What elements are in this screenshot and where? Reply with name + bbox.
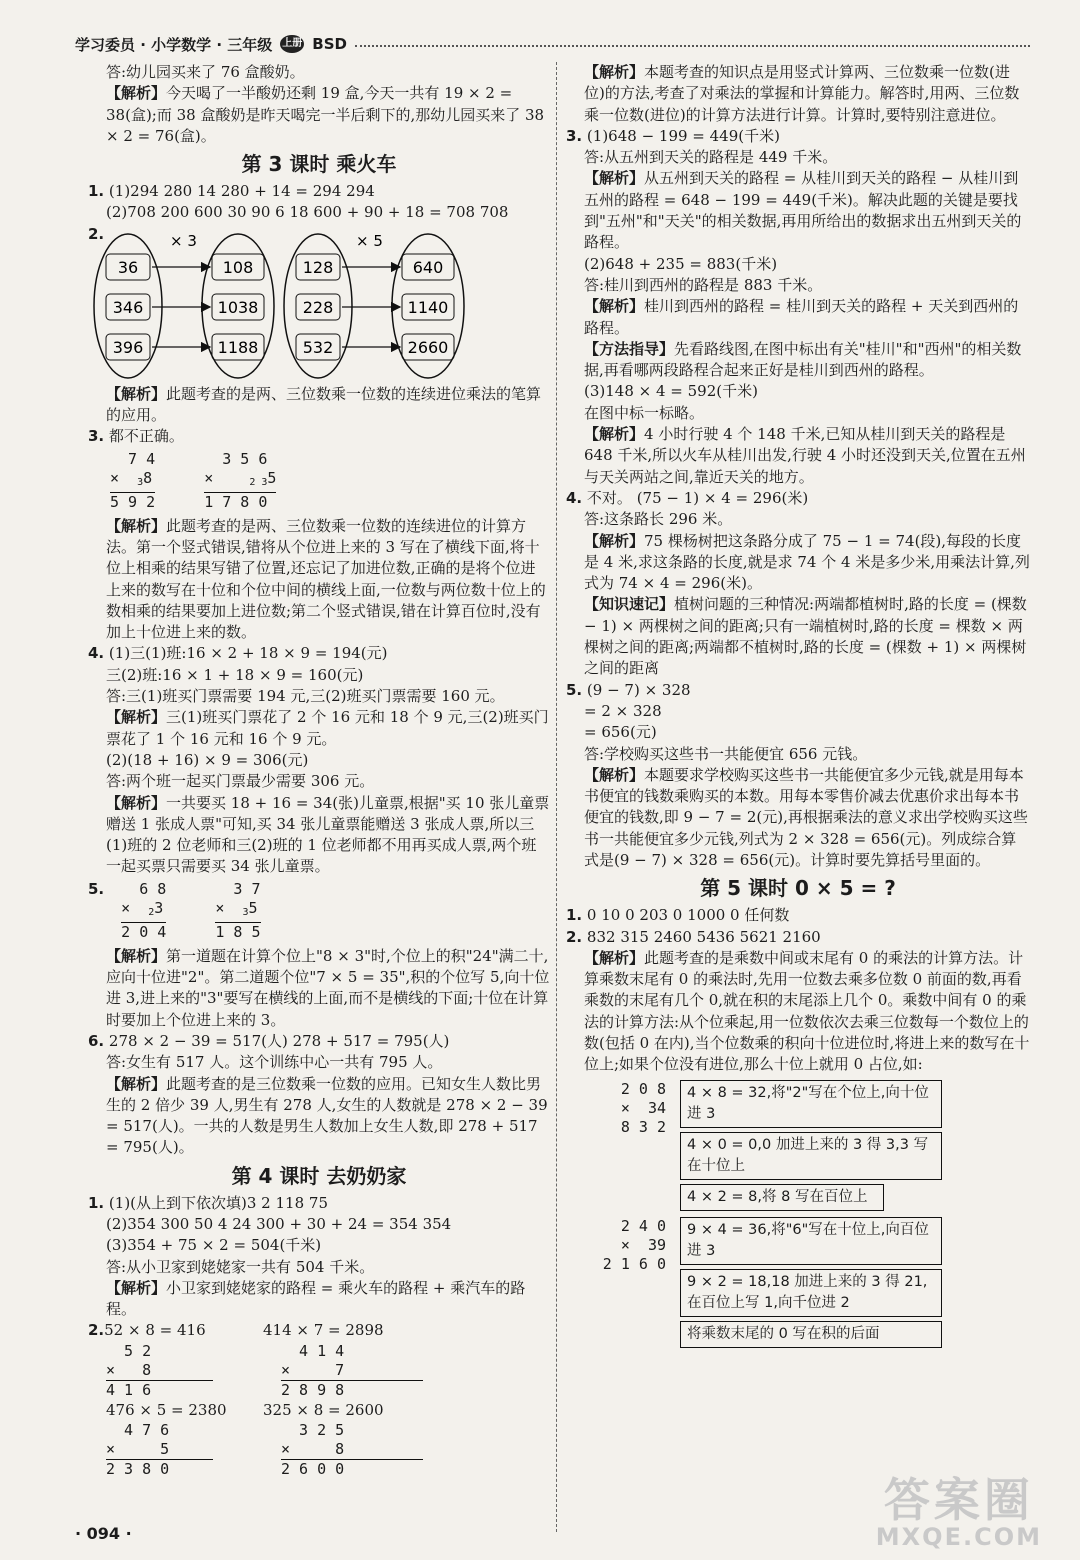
calc-result: 1 7 8 0	[204, 492, 276, 512]
question-number: 5.	[88, 879, 105, 898]
r-q3	[566, 126, 1030, 147]
r-q3-line2: 答:从五州到天关的路程是 449 千米。	[584, 148, 838, 167]
left-multiplier: × 3	[170, 231, 197, 250]
l3-q4-line3: 答:三(1)班买门票需要 194 元,三(2)班买门票需要 160 元。	[106, 687, 505, 706]
question-number: 2.	[88, 224, 105, 243]
r-q3-line1: (1)648 − 199 = 449(千米)	[586, 126, 780, 145]
vertical-calc	[263, 1421, 423, 1479]
intro-analysis-text: 今天喝了一半酸奶还剩 19 盒,今天一共有 19 × 2 = 38(盒);而 38 盒酸奶是昨天喝完一半后剩下的,那幼儿园买来了 38 × 2 = 76(盒)。	[106, 84, 545, 145]
note-box: 9 × 4 = 36,将"6"写在十位上,向百位进 3	[680, 1217, 942, 1265]
r-q3-line4: 答:桂川到西州的路程是 883 千米。	[584, 275, 823, 294]
l4-q2-eq1-wrap	[88, 1320, 253, 1341]
knowledge-tag: 【知识速记】	[584, 595, 675, 614]
l4-q1-line3: (3)354 + 75 × 2 = 504(千米)	[106, 1236, 322, 1255]
l3-q2-analysis-text: 此题考查的是两、三位数乘一位数的连续进位乘法的笔算的应用。	[106, 384, 542, 425]
analysis-tag: 【解析】	[106, 1074, 167, 1093]
calc-result: 2 0 4	[121, 922, 167, 941]
question-number: 5.	[566, 680, 583, 699]
r-q4-knowledge	[566, 594, 1030, 679]
calc-mid: × 2 35	[204, 468, 277, 488]
calc-mid: × 8	[281, 1440, 345, 1459]
l3-q3-analysis	[88, 516, 550, 644]
right-output-2: 1140	[407, 297, 449, 317]
intro-answer: 答:幼儿园买来了 76 盒酸奶。	[106, 63, 305, 81]
l4-q1-analysis-text: 小卫家到姥姥家的路程 = 乘火车的路程 + 乘汽车的路程。	[106, 1278, 526, 1319]
method-tag: 【方法指导】	[584, 339, 675, 358]
r-q3-line5: (3)148 × 4 = 592(千米)	[584, 382, 758, 401]
calc-result: 5 9 2	[110, 492, 156, 511]
l3-q6	[88, 1031, 550, 1052]
r-q4-analysis	[566, 531, 1030, 595]
left-column	[88, 62, 550, 1479]
l4-q1	[88, 1193, 550, 1214]
calc-top: 3 7	[215, 879, 261, 898]
l4-q2-eq3: 476 × 5 = 2380	[106, 1400, 227, 1419]
analysis-tag: 【解析】	[584, 425, 645, 444]
multiplication-mapping-diagram	[88, 224, 548, 384]
left-input-2: 346	[112, 297, 144, 317]
note-box: 4 × 0 = 0,0 加进上来的 3 得 3,3 写在十位上	[680, 1132, 942, 1180]
watermark-main: 答案圈	[883, 1473, 1034, 1527]
left-input-3: 396	[112, 337, 144, 357]
r-q3-method-text: 先看路线图,在图中标出有关"桂川"和"西州"的相关数据,再看哪两段路程合起来正好是桂川到西州的路程。	[584, 339, 1022, 380]
volume-badge: 上册	[280, 35, 304, 53]
calc-top: 7 4	[110, 449, 156, 468]
vertical-calc	[263, 1342, 423, 1400]
r-q5-line3: = 656(元)	[584, 723, 657, 742]
l3-q4-line5: 答:两个班一起买门票最少需要 306 元。	[106, 772, 375, 791]
page-number: · 094 ·	[75, 1524, 132, 1543]
l4-q1-line4: 答:从小卫家到姥姥家一共有 504 千米。	[106, 1257, 375, 1276]
analysis-tag: 【解析】	[106, 946, 167, 965]
calc-mid: × 23	[121, 898, 164, 918]
l3-q5	[88, 880, 550, 942]
calc-result: 2 6 0 0	[281, 1459, 423, 1479]
lesson-4-title: 第 4 课时 去奶奶家	[231, 1163, 407, 1188]
r-q3-analysis3	[566, 424, 1030, 488]
l3-q2	[88, 224, 550, 384]
note-box: 将乘数末尾的 0 写在积的后面	[680, 1321, 942, 1348]
right-input-1: 128	[302, 257, 334, 277]
question-number: 2.	[88, 1321, 105, 1340]
analysis-tag: 【解析】	[584, 948, 645, 967]
l3-q5-analysis	[88, 946, 550, 1031]
l3-q4-line4: (2)(18 + 16) × 9 = 306(元)	[106, 750, 309, 769]
calc-result: 4 1 6	[106, 1380, 213, 1400]
analysis-tag: 【解析】	[584, 169, 645, 188]
vertical-calc	[204, 450, 276, 512]
right-output-3: 2660	[407, 337, 449, 357]
r-top-analysis-text: 本题考查的知识点是用竖式计算两、三位数乘一位数(进位)的方法,考查了对乘法的掌握和计算能力。解答时,用两、三位数乘一位数(进位)的计算方法进行计算。计算时,要特别注意进位。	[584, 63, 1020, 124]
l3-q4	[88, 643, 550, 664]
l3-q3-text: 都不正确。	[108, 427, 184, 446]
example-208x4	[584, 1080, 1030, 1211]
l3-q2-analysis	[88, 384, 550, 427]
analysis-tag: 【解析】	[584, 297, 645, 316]
calc-top: 4 7 6	[106, 1421, 170, 1440]
calc-mid: × 7	[281, 1360, 345, 1379]
analysis-tag: 【解析】	[584, 531, 645, 550]
analysis-tag: 【解析】	[106, 384, 167, 403]
l3-q6-line2: 答:女生有 517 人。这个训练中心一共有 795 人。	[106, 1053, 443, 1072]
l5-q2	[566, 927, 1030, 948]
r-q3-analysis2	[566, 296, 1030, 339]
l3-q4-analysis2-text: 一共要买 18 + 16 = 34(张)儿童票,根据"买 10 张儿童票赠送 1 张成人票"可知,买 34 张儿童票能赠送 3 张成人票,所以三(1)班的 2 位老师和三(2)班的 1 位老师都不用再买成人票,两个班一起买票只需要买 34 张儿童票。	[106, 793, 550, 876]
question-number: 2.	[566, 927, 583, 946]
r-q4-knowledge-text: 植树问题的三种情况:两端都植树时,路的长度 = (棵数 − 1) × 两棵树之间的距离;只有一端植树时,路的长度 = 棵数 × 两棵树之间的距离;两端都不植树时,路的长度 = (棵数 + 1) × 两棵树之间的距离	[584, 595, 1027, 678]
calc-top: 3 5 6	[204, 449, 268, 468]
calc-top: 3 2 5	[281, 1421, 345, 1440]
question-number: 6.	[88, 1031, 105, 1050]
r-q3-line3: (2)648 + 235 = 883(千米)	[584, 254, 778, 273]
calc-result: 2 1 6 0	[602, 1254, 666, 1273]
right-column	[566, 62, 1030, 1348]
note-box: 4 × 8 = 32,将"2"写在个位上,向十位进 3	[680, 1080, 942, 1128]
watermark-logo	[875, 1473, 1042, 1551]
r-q5-analysis-text: 本题要求学校购买这些书一共能便宜多少元钱,就是用每本书便宜的钱数乘购买的本数。用每本零售价减去优惠价求出每本书便宜的钱数,即 9 − 7 = 2(元),再根据乘法的意义求出学校购买这些书一共能便宜多少元钱,列式为 2 × 328 = 656(元)。列成综合算式是(9 − 7) × 328 = 656(元)。计算时要先算括号里面的。	[584, 765, 1028, 869]
r-q5-line4: 答:学校购买这些书一共能便宜 656 元钱。	[584, 744, 868, 763]
analysis-tag: 【解析】	[106, 1278, 167, 1297]
watermark-url: MXQE.COM	[875, 1523, 1042, 1551]
question-number: 3.	[566, 126, 583, 145]
l3-q4-analysis2	[88, 793, 550, 878]
question-number: 3.	[88, 427, 105, 446]
l3-q6-analysis-text: 此题考查的是三位数乘一位数的应用。已知女生人数比男生的 2 倍少 39 人,男生有 278 人,女生的人数就是 278 × 2 − 39 = 517(人)。一共的人数是男生人数加上女生人数,即 278 + 517 = 795(人)。	[106, 1074, 548, 1157]
note-box: 4 × 2 = 8,将 8 写在百位上	[680, 1184, 884, 1211]
l5-q2-analysis	[566, 948, 1030, 1076]
question-number: 1.	[566, 906, 583, 925]
l3-q6-analysis	[88, 1074, 550, 1159]
l3-q6-line1: 278 × 2 − 39 = 517(人) 278 + 517 = 795(人)	[108, 1031, 450, 1050]
l3-q4-analysis1	[88, 707, 550, 750]
l3-q3-vertical-calcs	[88, 450, 550, 512]
vertical-calc	[584, 1080, 666, 1211]
analysis-tag: 【解析】	[106, 84, 167, 103]
question-number: 1.	[88, 1193, 105, 1212]
r-q5-line1: (9 − 7) × 328	[586, 680, 691, 699]
calc-top: 2 0 8	[620, 1079, 666, 1098]
question-number: 4.	[566, 488, 583, 507]
l3-q1-line1: (1)294 280 14 280 + 14 = 294 294	[108, 182, 375, 201]
example-notes	[680, 1080, 942, 1211]
analysis-tag: 【解析】	[584, 765, 645, 784]
calc-top: 4 1 4	[281, 1341, 345, 1360]
note-box: 9 × 2 = 18,18 加进上来的 3 得 21,在百位上写 1,向千位进 2	[680, 1269, 942, 1317]
intro-analysis	[88, 83, 550, 147]
l3-q1	[88, 181, 550, 202]
calc-mid: × 39	[620, 1235, 666, 1254]
left-output-3: 1188	[217, 337, 259, 357]
l4-q1-analysis	[88, 1278, 550, 1321]
l3-q1-line2: (2)708 200 600 30 90 6 18 600 + 90 + 18 = 708 708	[106, 203, 509, 222]
r-q3-analysis3-text: 4 小时行驶 4 个 148 千米,已知从桂川到天关的路程是 648 千米,所以火车从桂川出发,行驶 4 小时还没到天关,位置在五州与天关两站之间,靠近天关的地方。	[584, 425, 1026, 486]
r-top-analysis	[566, 62, 1030, 126]
right-input-2: 228	[302, 297, 334, 317]
calc-top: 5 2	[106, 1341, 152, 1360]
lesson-3-title: 第 3 课时 乘火车	[241, 152, 397, 177]
calc-mid: × 5	[106, 1440, 170, 1459]
r-q4-line2: 答:这条路长 296 米。	[584, 510, 733, 529]
r-q4-analysis-text: 75 棵杨树把这条路分成了 75 − 1 = 74(段),每段的长度是 4 米,求这条路的长度,就是求 74 个 4 米是多少米,用乘法计算,列式为 74 × 4 = 296(米)。	[584, 531, 1030, 593]
edition-label: BSD	[312, 35, 347, 53]
r-q5-line2: = 2 × 328	[584, 701, 662, 720]
vertical-calc	[88, 1342, 213, 1400]
question-number: 1.	[88, 182, 105, 201]
vertical-calc	[121, 880, 166, 942]
vertical-calc	[584, 1217, 666, 1348]
analysis-tag: 【解析】	[106, 708, 167, 727]
vertical-calc	[215, 880, 260, 942]
l3-q4-line1: (1)三(1)班:16 × 2 + 18 × 9 = 194(元)	[108, 644, 388, 663]
header-title: 学习委员 · 小学数学 · 三年级	[75, 35, 273, 54]
left-output-1: 108	[222, 257, 254, 277]
calc-mid: × 34	[620, 1098, 666, 1117]
r-q4	[566, 488, 1030, 509]
right-output-1: 640	[412, 257, 444, 277]
analysis-tag: 【解析】	[106, 516, 167, 535]
l5-q1-line: 0 10 0 203 0 1000 0 任何数	[586, 906, 790, 925]
left-input-1: 36	[117, 257, 139, 277]
calc-mid: × 8	[106, 1360, 152, 1379]
vertical-calc	[110, 450, 155, 512]
left-output-2: 1038	[217, 297, 259, 317]
l4-q1-line2: (2)354 300 50 4 24 300 + 30 + 24 = 354 354	[106, 1214, 452, 1233]
l4-q2-eq1: 52 × 8 = 416	[104, 1321, 206, 1340]
l3-q3-analysis-text: 此题考查的是两、三位数乘一位数的连续进位的计算方法。第一个竖式错误,错将从个位进上来的 3 写在了横线下面,将十位上相乘的结果写错了位置,还忘记了加进位数,正确的是将个位进上来的数写在十位和个位中间的横线上面,一位数与两位数十位上的数相乘的结果要加上进位数;第二个竖式错误,错在计算百位时,没有加上十位进上来的数。	[106, 516, 546, 642]
l5-q2-line: 832 315 2460 5436 5621 2160	[586, 927, 821, 946]
r-q4-line1: 不对。 (75 − 1) × 4 = 296(米)	[586, 488, 809, 507]
calc-top: 2 4 0	[620, 1216, 666, 1235]
calc-result: 2 8 9 8	[281, 1380, 423, 1400]
header-dotted-rule	[355, 45, 1030, 47]
l3-q4-line2: 三(2)班:16 × 1 + 18 × 9 = 160(元)	[106, 665, 364, 684]
calc-result: 8 3 2	[620, 1117, 666, 1136]
page-header	[75, 30, 1030, 58]
lesson-5-title: 第 5 课时 0 × 5 = ?	[700, 876, 896, 901]
calc-top: 6 8	[121, 879, 167, 898]
l4-q2	[88, 1320, 550, 1479]
r-q5-analysis	[566, 765, 1030, 871]
example-240x9	[584, 1217, 1030, 1348]
l4-q1-line1: (1)(从上到下依次填)3 2 118 75	[108, 1193, 328, 1212]
r-q3-line6: 在图中标一标略。	[584, 403, 705, 422]
r-q5	[566, 680, 1030, 701]
example-notes	[680, 1217, 942, 1348]
l3-q3	[88, 426, 550, 447]
column-divider	[556, 62, 557, 1532]
right-input-3: 532	[302, 337, 334, 357]
l5-q1	[566, 905, 1030, 926]
analysis-tag: 【解析】	[584, 63, 645, 81]
r-q3-analysis1	[566, 168, 1030, 253]
r-q3-analysis1-text: 从五州到天关的路程 = 从桂川到天关的路程 − 从桂川到五州的路程 = 648 − 199 = 449(千米)。解决此题的关键是要找到"五州"和"天关"的相关数据,再用所给出的数据求出五州到天关的路程。	[584, 169, 1022, 252]
r-q3-method	[566, 339, 1030, 382]
l5-q2-analysis-text: 此题考查的是乘数中间或末尾有 0 的乘法的计算方法。计算乘数末尾有 0 的乘法时,先用一位数去乘多位数 0 前面的数,再看乘数的末尾有几个 0,就在积的末尾添上几个 0。乘数中间有 0 的乘法的计算方法:从个位乘起,用一位数依次去乘三位数每一个数位上的数(包括 0 在内),当个位数乘的积向十位进位时,将进上来的数写在十位上;如果个位没有进位,那么十位上就用 0 占位,如:	[584, 948, 1030, 1074]
l4-q2-eq2: 414 × 7 = 2898	[263, 1321, 384, 1340]
right-multiplier: × 5	[356, 231, 383, 250]
analysis-tag: 【解析】	[106, 793, 167, 812]
r-q3-analysis2-text: 桂川到西州的路程 = 桂川到天关的路程 + 天关到西州的路程。	[584, 297, 1019, 337]
calc-result: 1 8 5	[215, 922, 261, 941]
question-number: 4.	[88, 644, 105, 663]
calc-result: 2 3 8 0	[106, 1459, 213, 1479]
calc-mid: × 38	[110, 468, 153, 488]
vertical-calc	[88, 1421, 213, 1479]
l4-q2-eq4: 325 × 8 = 2600	[263, 1400, 384, 1419]
l3-q5-analysis-text: 第一道题在计算个位上"8 × 3"时,个位上的积"24"满二十,应向十位进"2"。第二道题个位"7 × 5 = 35",积的个位写 5,向十位进 3,进上来的"3"要写在横线的上面,而不是横线的下面;十位在计算时要加上个位进上来的 3。	[106, 946, 550, 1029]
calc-mid: × 35	[215, 898, 258, 918]
l3-q4-analysis1-text: 三(1)班买门票花了 2 个 16 元和 18 个 9 元,三(2)班买门票花了 1 个 16 元和 16 个 9 元。	[106, 708, 549, 748]
